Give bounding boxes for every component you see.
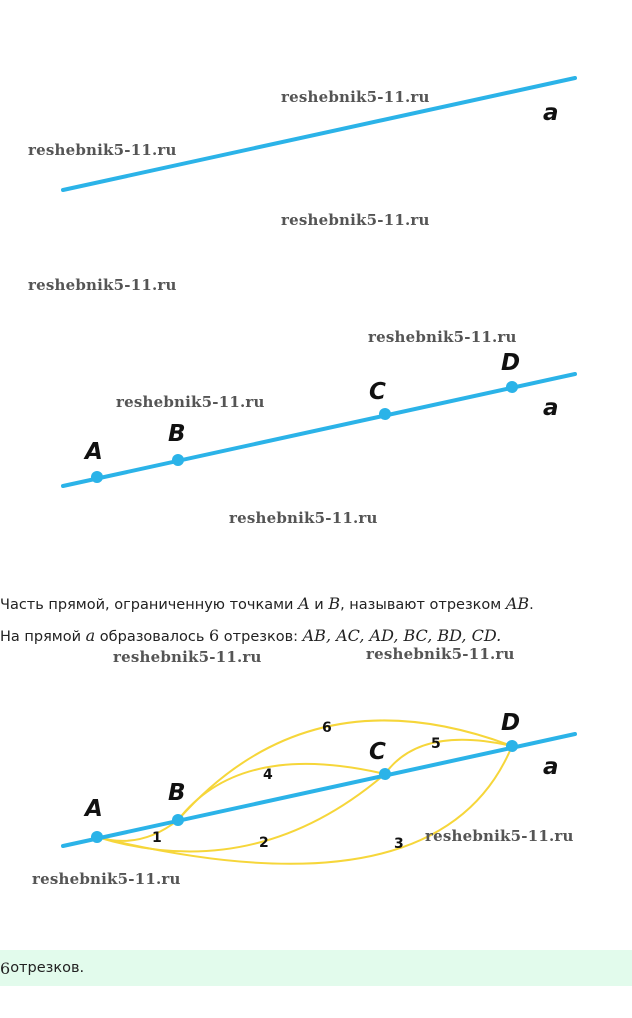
line-a-label: a — [543, 754, 559, 780]
watermark: reshebnik5-11.ru — [28, 141, 177, 159]
point-c-label: C — [369, 379, 386, 405]
point-a-label: A — [85, 796, 103, 822]
arc-number-4: 4 — [263, 767, 273, 783]
figure-points-on-line — [0, 300, 632, 520]
point-a-label: A — [85, 439, 103, 465]
point-b-label: B — [168, 780, 186, 806]
arc-number-1: 1 — [152, 830, 162, 846]
answer-box — [0, 950, 632, 986]
point-c-label: C — [369, 739, 386, 765]
arc-number-6: 6 — [322, 720, 332, 736]
point-b — [172, 814, 184, 826]
segments-list-text: На прямой a образовалось 6 отрезков: AB, AC, AD, BC, BD, CD. — [0, 626, 502, 645]
point-d-label: D — [501, 350, 521, 376]
watermark: reshebnik5-11.ru — [368, 328, 517, 346]
arc-number-3: 3 — [394, 836, 404, 852]
line-a-label: a — [543, 100, 559, 126]
point-c — [379, 408, 391, 420]
point-b — [172, 454, 184, 466]
point-d — [506, 381, 518, 393]
answer-number: 6 — [0, 958, 11, 978]
arc-number-5: 5 — [431, 736, 441, 752]
watermark: reshebnik5-11.ru — [113, 648, 262, 666]
arc-4-bc — [178, 764, 385, 820]
point-a — [91, 831, 103, 843]
watermark: reshebnik5-11.ru — [116, 393, 265, 411]
watermark: reshebnik5-11.ru — [425, 827, 574, 845]
point-d-label: D — [501, 710, 521, 736]
line-a-label: a — [543, 395, 559, 421]
line-a — [63, 374, 575, 486]
figure-line-a — [0, 0, 632, 240]
watermark: reshebnik5-11.ru — [281, 88, 430, 106]
watermark: reshebnik5-11.ru — [281, 211, 430, 229]
watermark: reshebnik5-11.ru — [229, 509, 378, 527]
watermark: reshebnik5-11.ru — [28, 276, 177, 294]
definition-text: Часть прямой, ограниченную точками A и B, называют отрезком AB. — [0, 594, 534, 613]
point-a — [91, 471, 103, 483]
point-d — [506, 740, 518, 752]
arc-number-2: 2 — [259, 835, 269, 851]
arc-5-cd — [385, 740, 512, 774]
watermark: reshebnik5-11.ru — [366, 645, 515, 663]
answer-text: отрезков. — [10, 960, 85, 976]
point-b-label: B — [168, 421, 186, 447]
point-c — [379, 768, 391, 780]
watermark: reshebnik5-11.ru — [32, 870, 181, 888]
